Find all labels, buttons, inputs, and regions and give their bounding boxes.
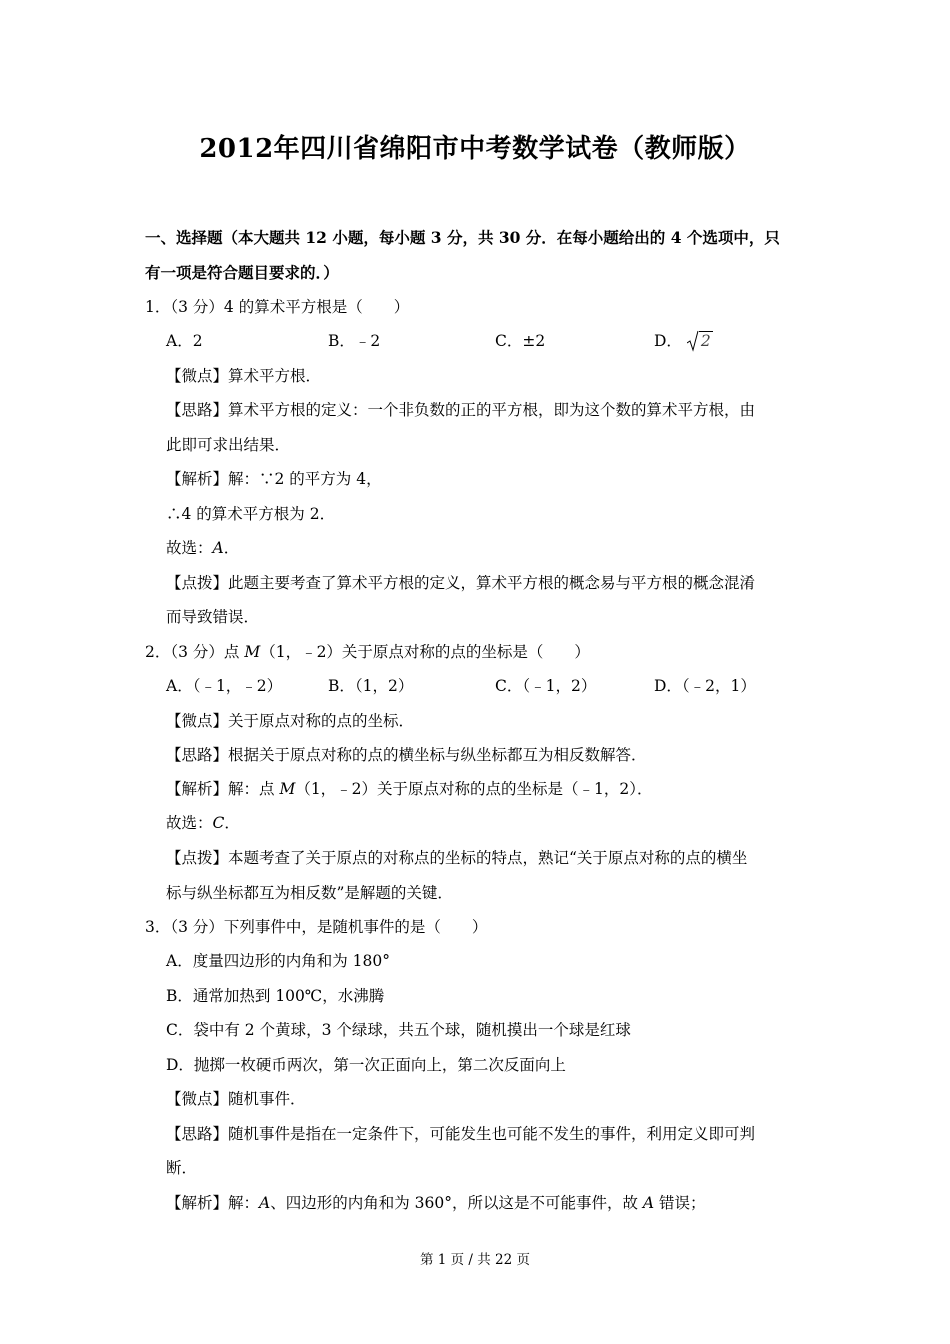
section-heading-line-2: 有一项是符合题目要求的．） (145, 263, 339, 282)
q1-answer (166, 538, 239, 558)
q2-answer (166, 813, 240, 833)
q2-stem-post: （1，﹣2）关于原点对称的点的坐标是（ ） (260, 643, 590, 661)
q2-stem-pre: 2．（3 分）点 (145, 643, 245, 661)
q1-option-d-label: D． (654, 332, 682, 350)
q1-weidian: 【微点】算术平方根． (166, 367, 322, 385)
q3-jiexi-mid: 、四边形的内角和为 360°，所以这是不可能事件，故 (270, 1194, 643, 1212)
page-footer: 第 1 页 / 共 22 页 (419, 1252, 531, 1268)
q1-answer-suffix: ． (223, 539, 240, 557)
q2-answer-suffix: ． (224, 814, 240, 832)
page-title: 2012年四川省绵阳市中考数学试卷（教师版） (199, 134, 751, 164)
q1-answer-letter: A (212, 539, 224, 557)
q3-jiexi-pre: 【解析】解： (166, 1194, 260, 1212)
q1-answer-prefix: 故选： (166, 539, 213, 557)
q3-silu-line-1: 【思路】随机事件是指在一定条件下，可能发生也可能不发生的事件，利用定义即可判 (166, 1125, 756, 1143)
q3-option-b: B．通常加热到 100℃，水沸腾 (166, 987, 385, 1005)
q3-jiexi-post: 错误； (654, 1194, 706, 1212)
q1-dianbo-line-2: 而导致错误． (166, 608, 260, 626)
q1-option-d-radicand: 2 (700, 332, 711, 350)
q2-silu: 【思路】根据关于原点对称的点的横坐标与纵坐标都互为相反数解答． (166, 746, 647, 764)
q1-jiexi-line-2: ∴4 的算术平方根为 2． (166, 505, 336, 523)
q2-stem (145, 642, 590, 662)
q2-answer-letter: C (212, 814, 225, 832)
q2-weidian: 【微点】关于原点对称的点的坐标． (166, 712, 415, 730)
q1-option-a: A．2 (166, 332, 203, 350)
q1-silu-line-1: 【思路】算术平方根的定义：一个非负数的正的平方根，即为这个数的算术平方根，由 (166, 401, 756, 419)
q2-option-c: C．（﹣1，2） (495, 677, 597, 695)
q3-jiexi (166, 1193, 706, 1213)
q3-stem: 3．（3 分）下列事件中，是随机事件的是（ ） (145, 918, 488, 936)
q2-dianbo-line-2: 标与纵坐标都互为相反数”是解题的关键． (166, 884, 453, 902)
q2-jiexi (166, 779, 653, 799)
q1-dianbo-line-1: 【点拨】此题主要考查了算术平方根的定义，算术平方根的概念易与平方根的概念混淆 (166, 574, 756, 592)
section-heading-line-1: 一、选择题（本大题共 12 小题，每小题 3 分，共 30 分．在每小题给出的 4 个选项中，只 (145, 228, 780, 247)
q3-jiexi-var-1: A (259, 1194, 271, 1212)
q2-option-b: B．（1，2） (328, 677, 414, 695)
q2-stem-var: M (244, 643, 261, 661)
q2-answer-prefix: 故选： (166, 814, 213, 832)
q3-option-d: D．抛掷一枚硬币两次，第一次正面向上，第二次反面向上 (166, 1056, 566, 1074)
q2-option-d: D．（﹣2，1） (654, 677, 756, 695)
q1-jiexi-line-1: 【解析】解：∵2 的平方为 4， (166, 470, 382, 488)
q1-stem: 1．（3 分）4 的算术平方根是（ ） (145, 298, 410, 316)
q3-option-c: C．袋中有 2 个黄球，3 个绿球，共五个球，随机摸出一个球是红球 (166, 1021, 631, 1039)
q3-weidian: 【微点】随机事件． (166, 1090, 306, 1108)
q2-jiexi-pre: 【解析】解：点 (166, 780, 280, 798)
q1-silu-line-2: 此即可求出结果． (166, 436, 291, 454)
q2-jiexi-var: M (279, 780, 296, 798)
q3-jiexi-var-2: A (642, 1194, 655, 1212)
q1-option-c: C．±2 (495, 332, 546, 350)
q3-silu-line-2: 断． (166, 1159, 198, 1177)
sqrt-symbol-icon (687, 331, 713, 351)
q2-jiexi-post: （1，﹣2）关于原点对称的点的坐标是（﹣1，2）． (295, 780, 653, 798)
q2-option-a: A．（﹣1，﹣2） (166, 677, 283, 695)
q2-dianbo-line-1: 【点拨】本题考查了关于原点的对称点的坐标的特点，熟记“关于原点对称的点的横坐 (166, 849, 748, 867)
q1-option-b: B．﹣2 (328, 332, 381, 350)
q1-option-d (654, 331, 713, 351)
q3-option-a: A．度量四边形的内角和为 180° (166, 952, 390, 970)
